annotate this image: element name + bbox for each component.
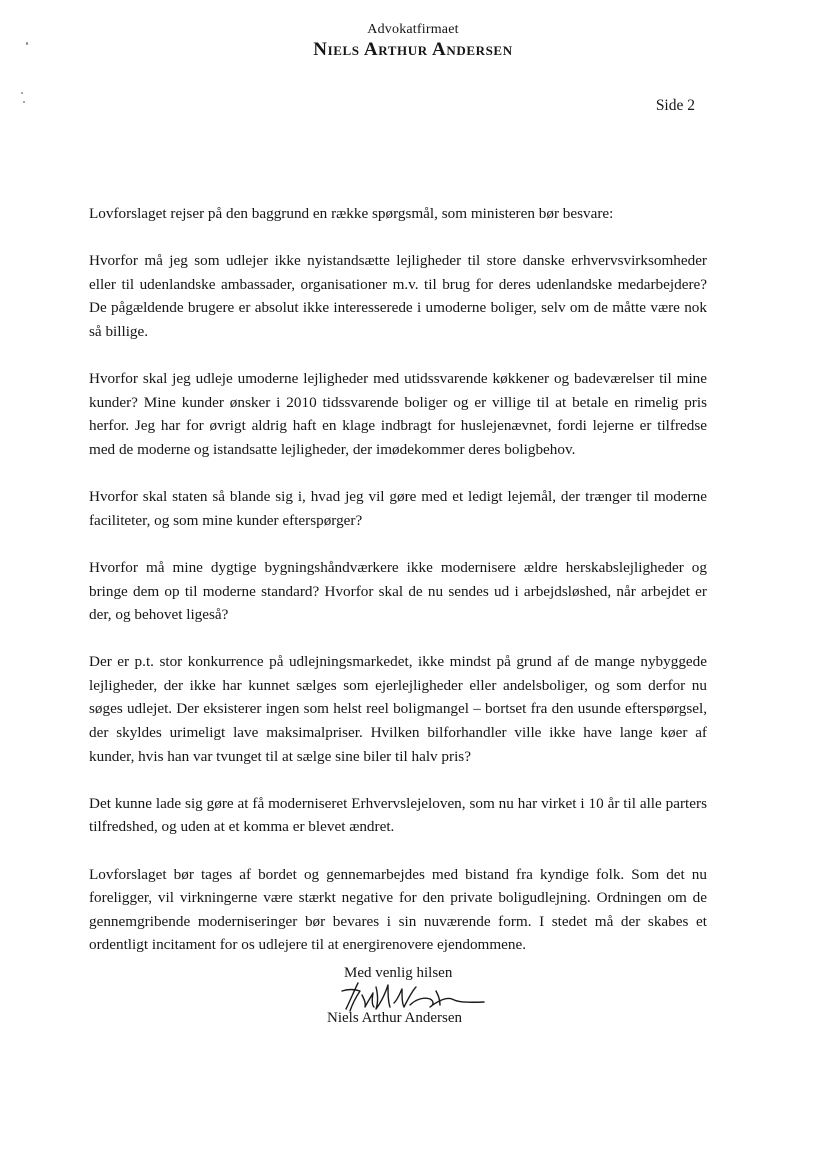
closing-greeting: Med venlig hilsen (344, 965, 453, 981)
firm-label: Advokatfirmaet (367, 22, 459, 37)
scan-speck (21, 92, 23, 94)
paragraph: Der er p.t. stor konkurrence på udlejningsmarkedet, ikke mindst på grund af de mange nybyggede lejligheder, der ikke har kunnet sælges som ejerlejligheder eller andelsboliger, og som derfor nu søges udlejet. Der eksisterer ingen som helst reel boligmangel – bortset fra den usunde efterspørgsel, der skyldes urimeligt lave maksimalpriser. Hvilken bilforhandler ville ikke have lange køer af kunder, hvis han var tvunget til at sælge sine biler til halv pris? (89, 653, 707, 765)
paragraph: Hvorfor må jeg som udlejer ikke nyistandsætte lejligheder til store danske erhvervsvirksomheder eller til udenlandske ambassader, organisationer m.v. til brug for deres udenlandske medarbejdere? De pågældende brugere er absolut ikke interesserede i umoderne boliger, selv om de måtte være nok så billige. (89, 252, 707, 340)
paragraph: Hvorfor skal staten så blande sig i, hvad jeg vil gøre med et ledigt lejemål, der trænger til moderne faciliteter, og som mine kunder efterspørger? (89, 488, 707, 529)
paragraph: Det kunne lade sig gøre at få moderniseret Erhvervslejeloven, som nu har virket i 10 år til alle parters tilfredshed, og uden at et komma er blevet ændret. (89, 794, 707, 836)
signer-name: Niels Arthur Andersen (327, 1010, 462, 1026)
paragraph: Hvorfor må mine dygtige bygningshåndværkere ikke modernisere ældre herskabslejligheder og bringe dem op til moderne standard? Hvorfor skal de nu sendes ud i arbejdsløshed, når arbejdet er der, og behovet ligeså? (89, 558, 707, 624)
page-number: Side 2 (655, 97, 695, 114)
letter-body (89, 202, 707, 981)
firm-name: Niels Arthur Andersen (313, 39, 513, 60)
intro-paragraph: Lovforslaget rejser på den baggrund en række spørgsmål, som ministeren bør besvare: (89, 205, 614, 222)
scan-speck (23, 101, 25, 103)
paragraph: Lovforslaget bør tages af bordet og gennemarbejdes med bistand fra kyndige folk. Som det nu foreligger, vil virkningerne være stærkt negative for den private boligudlejning. Ordningen om de gennemgribende moderniseringer bør bevares i sin nuværende form. I stedet må der skabes et ordentligt incitament for os udlejere til at energirenovere ejendommene. (89, 865, 707, 954)
paragraph: Hvorfor skal jeg udleje umoderne lejligheder med utidssvarende køkkener og badeværelser til mine kunder? Mine kunder ønsker i 2010 tidssvarende boliger og er villige til at betale en rimelig pris herfor. Jeg har for øvrigt aldrig haft en klage indbragt for huslejenævnet, fordi lejerne er tilfredse med de moderne og istandsatte lejligheder, der imødekommer deres boligbehov. (89, 370, 707, 458)
